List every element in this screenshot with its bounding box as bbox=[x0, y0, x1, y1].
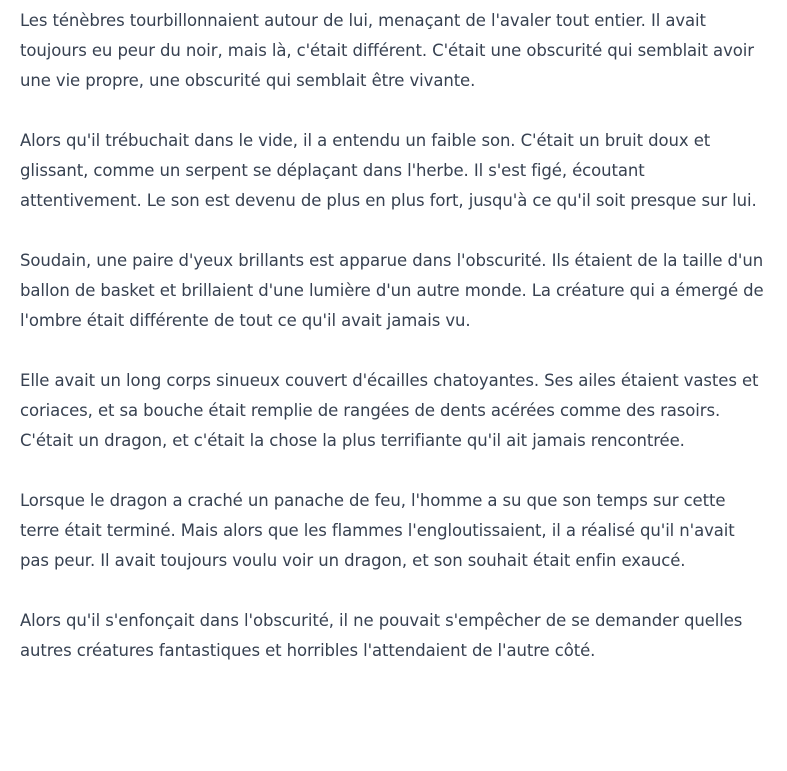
story-paragraph: Les ténèbres tourbillonnaient autour de lui, menaçant de l'avaler tout entier. Il avait toujours eu peur du noir, mais là, c'était différent. C'était une obscurité qui semblait avoir une vie propre, une obscurité qui semblait être vivante. bbox=[20, 11, 754, 90]
story-paragraph: Lorsque le dragon a craché un panache de feu, l'homme a su que son temps sur cette terre était terminé. Mais alors que les flammes l'engloutissaient, il a réalisé qu'il n'avait pas peur. Il avait toujours voulu voir un dragon, et son souhait était enfin exaucé. bbox=[20, 491, 735, 570]
story-paragraph: Alors qu'il trébuchait dans le vide, il a entendu un faible son. C'était un bruit doux et glissant, comme un serpent se déplaçant dans l'herbe. Il s'est figé, écoutant attentivement. Le son est devenu de plus en plus fort, jusqu'à ce qu'il soit presque sur lui. bbox=[20, 131, 757, 210]
story-paragraph: Soudain, une paire d'yeux brillants est apparue dans l'obscurité. Ils étaient de la taille d'un ballon de basket et brillaient d'une lumière d'un autre monde. La créature qui a émergé de l'ombre était différente de tout ce qu'il avait jamais vu. bbox=[20, 251, 764, 330]
story-paragraph: Alors qu'il s'enfonçait dans l'obscurité, il ne pouvait s'empêcher de se demander quelles autres créatures fantastiques et horribles l'attendaient de l'autre côté. bbox=[20, 611, 743, 660]
story-paragraph: Elle avait un long corps sinueux couvert d'écailles chatoyantes. Ses ailes étaient vastes et coriaces, et sa bouche était remplie de rangées de dents acérées comme des rasoirs. C'était un dragon, et c'était la chose la plus terrifiante qu'il ait jamais rencontrée. bbox=[20, 371, 759, 450]
